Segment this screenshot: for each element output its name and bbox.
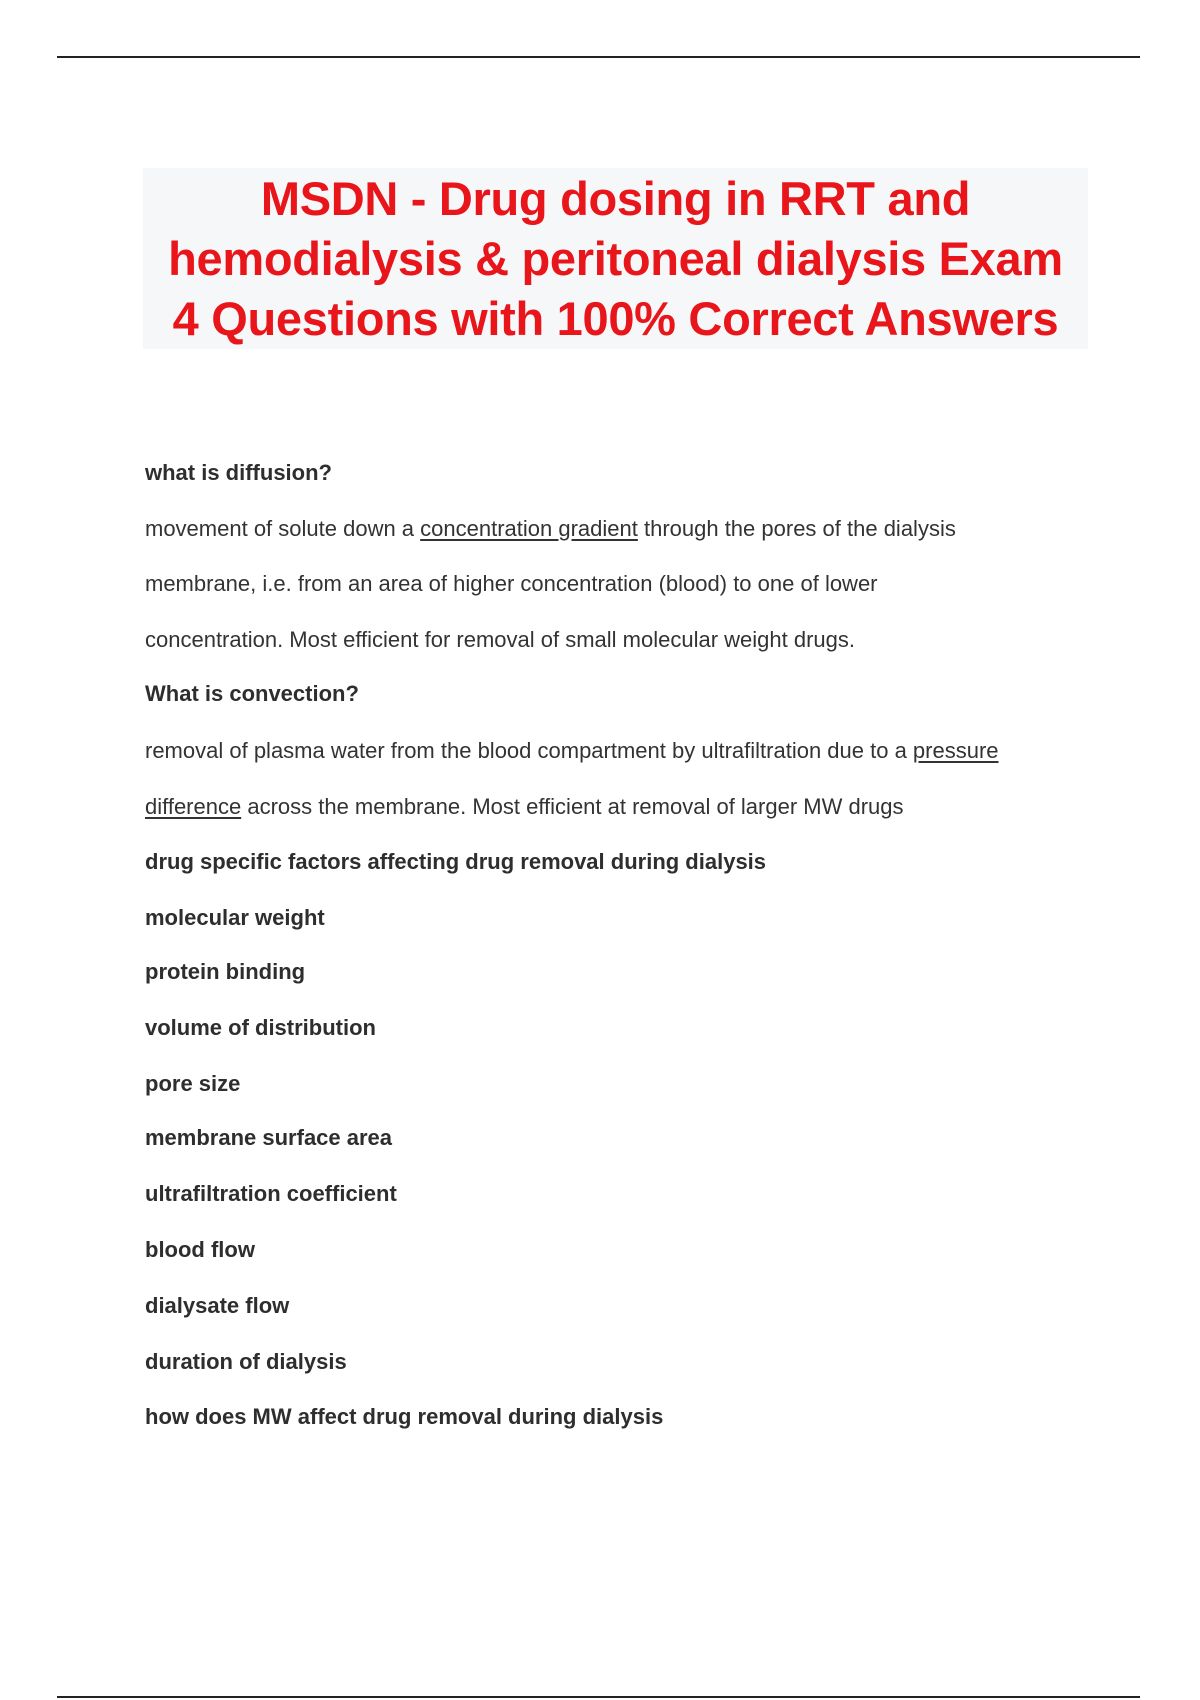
answer-text: across the membrane. Most efficient at removal of larger MW drugs bbox=[241, 794, 904, 819]
factor-item: membrane surface area bbox=[145, 1125, 393, 1150]
title-line: hemodialysis & peritoneal dialysis Exam bbox=[168, 232, 1063, 285]
answer-line bbox=[145, 737, 999, 765]
question-convection: What is convection? bbox=[145, 681, 359, 706]
link-concentration-gradient[interactable]: concentration gradient bbox=[420, 516, 638, 541]
answer-text: through the pores of the dialysis bbox=[637, 516, 956, 541]
link-pressure-difference[interactable]: pressure bbox=[912, 738, 999, 763]
link-pressure-difference[interactable]: difference bbox=[145, 794, 242, 819]
answer-line bbox=[145, 515, 956, 543]
title-line: 4 Questions with 100% Correct Answers bbox=[172, 292, 1059, 345]
question-mw-effect: how does MW affect drug removal during dialysis bbox=[145, 1404, 664, 1429]
factor-item: ultrafiltration coefficient bbox=[145, 1181, 397, 1206]
answer-text: movement of solute down a bbox=[145, 516, 421, 541]
factor-item: volume of distribution bbox=[145, 1015, 376, 1040]
factor-item: dialysate flow bbox=[145, 1293, 290, 1318]
answer-text: removal of plasma water from the blood compartment by ultrafiltration due to a bbox=[145, 738, 913, 763]
question-diffusion: what is diffusion? bbox=[145, 460, 332, 485]
document-title bbox=[143, 168, 1088, 349]
answer-line: concentration. Most efficient for removal of small molecular weight drugs. bbox=[145, 627, 856, 652]
factor-item: pore size bbox=[145, 1071, 241, 1096]
factor-item: protein binding bbox=[145, 959, 306, 984]
factor-item: molecular weight bbox=[145, 905, 325, 930]
factor-item: duration of dialysis bbox=[145, 1349, 347, 1374]
header-rule bbox=[57, 56, 1140, 58]
answer-line bbox=[145, 793, 904, 821]
title-line: MSDN - Drug dosing in RRT and bbox=[260, 172, 971, 225]
question-drug-factors: drug specific factors affecting drug removal during dialysis bbox=[145, 849, 767, 874]
factor-item: blood flow bbox=[145, 1237, 255, 1262]
footer-rule bbox=[57, 1696, 1140, 1698]
answer-line: membrane, i.e. from an area of higher concentration (blood) to one of lower bbox=[145, 571, 878, 596]
